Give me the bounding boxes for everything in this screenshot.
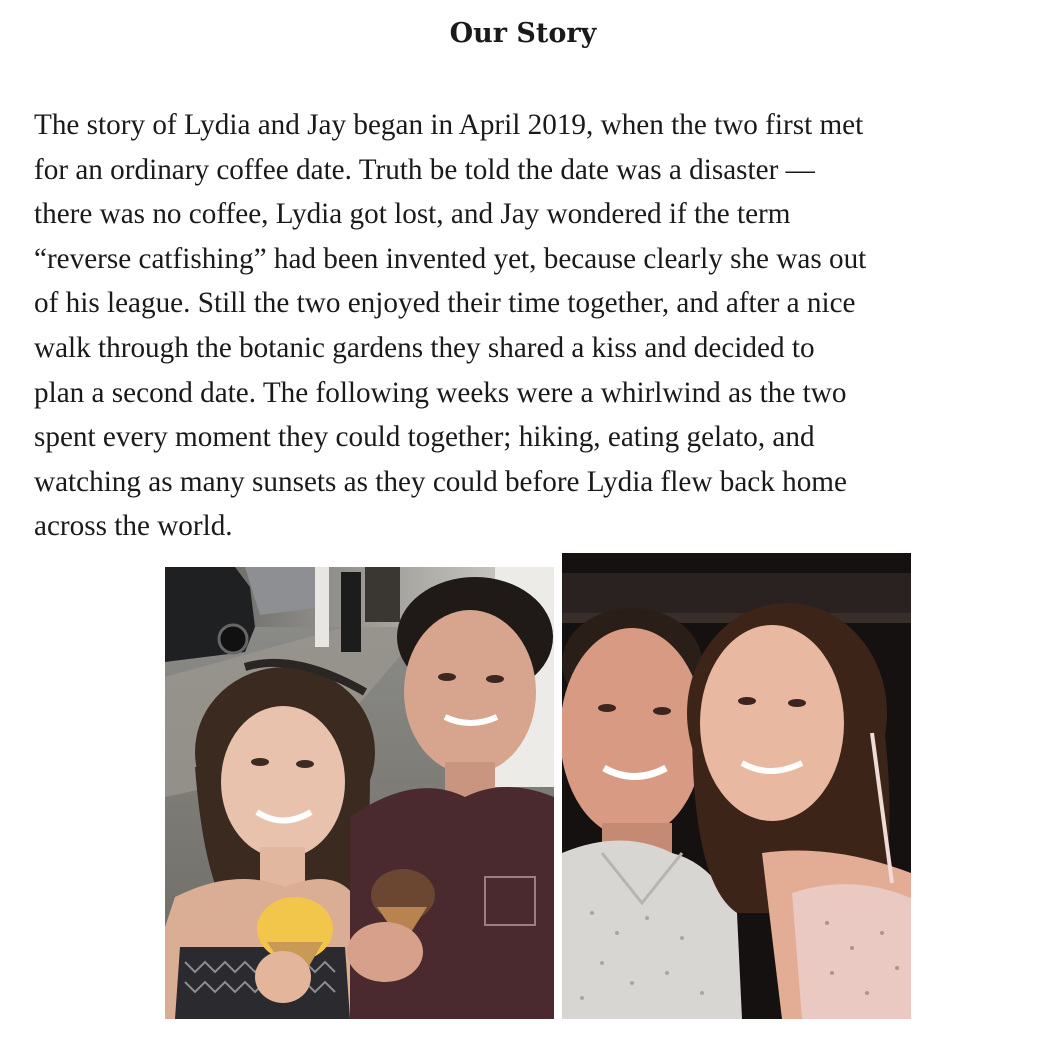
paragraph-line: of his league. Still the two enjoyed their time together, and after a nice	[34, 287, 856, 320]
couple-at-night-photo	[562, 553, 911, 1019]
paragraph-line: for an ordinary coffee date. Truth be told the date was a disaster —	[34, 153, 815, 186]
paragraph-line: plan a second date. The following weeks were a whirlwind as the two	[34, 376, 847, 409]
paragraph-line: spent every moment they could together; hiking, eating gelato, and	[34, 421, 815, 454]
paragraph-line: The story of Lydia and Jay began in April 2019, when the two first met	[34, 109, 864, 141]
paragraph-line: “reverse catfishing” had been invented yet, because clearly she was out	[34, 242, 867, 275]
paragraph-line: there was no coffee, Lydia got lost, and Jay wondered if the term	[34, 198, 791, 231]
paragraph-line: walk through the botanic gardens they shared a kiss and decided to	[34, 331, 815, 364]
story-paragraph	[34, 103, 1034, 549]
paragraph-line: across the world.	[34, 510, 233, 543]
couple-with-gelato-photo	[165, 567, 554, 1019]
page-title: Our Story	[449, 18, 597, 49]
paragraph-line: watching as many sunsets as they could before Lydia flew back home	[34, 465, 847, 498]
